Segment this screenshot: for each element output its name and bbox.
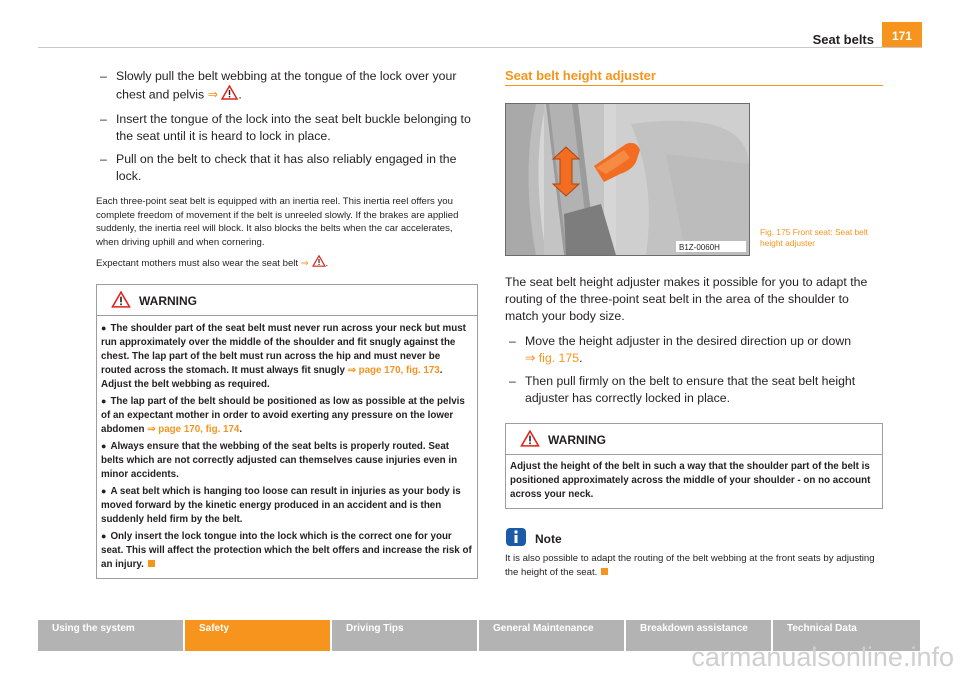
warning-title: WARNING [139, 293, 197, 308]
warning-body [506, 455, 882, 508]
warning-item: ● Only insert the lock tongue into the lock which is the correct one for your seat. This will affect the protection which the belt offers and increase the risk of an injury. [101, 530, 472, 570]
expectant-mothers-paragraph: Expectant mothers must also wear the seat belt ⇒ . [96, 255, 478, 272]
warning-triangle-icon [221, 85, 238, 105]
warning-header [97, 285, 477, 316]
page-link[interactable]: ⇒ page 170, fig. 173 [347, 364, 440, 376]
header-divider [38, 47, 922, 48]
height-adjuster-figure [505, 103, 750, 256]
note-header [505, 527, 883, 550]
figure-caption: Fig. 175 Front seat: Seat belt height adjuster [760, 227, 869, 248]
warning-box [505, 423, 883, 509]
page-header-title: Seat belts [812, 32, 874, 47]
intro-paragraph: The seat belt height adjuster makes it possible for you to adapt the routing of the three-point seat belt in the area of the shoulder to match your body size. [505, 275, 868, 323]
tab-driving-tips[interactable]: Driving Tips [332, 620, 477, 651]
warning-item: ● The lap part of the belt should be positioned as low as possible at the pelvis of an expectant mother in order to avoid exerting any pressure on the lower abdomen ⇒ page 170, fig. 174. [101, 395, 465, 435]
inertia-reel-paragraph: Each three-point seat belt is equipped with an inertia reel. This inertia reel offers you complete freedom of movement if the belt is unreeled slowly. If the brakes are applied suddenly, the inertia reel will block. It also blocks the belts when the car accelerates, when driving uphill and when cornering. [96, 196, 459, 248]
step-text: Insert the tongue of the lock into the seat belt buckle belonging to the seat until it is heard to lock in place. [116, 112, 471, 143]
right-column [505, 68, 883, 579]
arrow-icon: ⇒ [300, 257, 309, 269]
warning-body [97, 316, 477, 578]
step-text: Pull on the belt to check that it has also reliably engaged in the lock. [116, 152, 457, 183]
figure-link[interactable]: ⇒ fig. 175 [525, 351, 580, 365]
tab-using-the-system[interactable]: Using the system [38, 620, 183, 651]
warning-text: Adjust the height of the belt in such a way that the shoulder part of the belt is positioned approximately across the middle of your shoulder - on no account across your neck. [510, 461, 871, 500]
left-column [96, 68, 478, 579]
tab-technical-data[interactable]: Technical Data [773, 620, 920, 651]
warning-title: WARNING [548, 433, 606, 447]
warning-triangle-icon [312, 255, 326, 272]
section-heading: Seat belt height adjuster [505, 68, 883, 86]
arrow-icon: ⇒ [207, 87, 218, 102]
warning-triangle-icon [111, 291, 131, 311]
step-text: Slowly pull the belt webbing at the tongue of the lock over your chest and pelvis [116, 69, 457, 102]
figure-code: B1Z-0060H [679, 243, 720, 252]
step-item: – Pull on the belt to check that it has also reliably engaged in the lock. [100, 152, 457, 183]
figure-container [505, 103, 883, 256]
page-link[interactable]: ⇒ page 170, fig. 174 [147, 423, 240, 435]
tab-breakdown-assistance[interactable]: Breakdown assistance [626, 620, 771, 651]
step-item: – Then pull firmly on the belt to ensure that the seat belt height adjuster has correctly locked in place. [509, 374, 856, 405]
step-item: – Insert the tongue of the lock into the seat belt buckle belonging to the seat until it is heard to lock in place. [100, 112, 471, 143]
section-end-marker [148, 560, 155, 567]
tab-general-maintenance[interactable]: General Maintenance [479, 620, 624, 651]
note-info-icon [505, 527, 527, 550]
section-end-marker [601, 568, 608, 575]
step-item: – Move the height adjuster in the desired direction up or down ⇒ fig. 175. [509, 334, 852, 365]
watermark-text: carmanualsonline.info [691, 642, 954, 672]
step-item: – Slowly pull the belt webbing at the tongue of the lock over your chest and pelvis ⇒ . [96, 68, 478, 105]
warning-item: ● The shoulder part of the seat belt must never run across your neck but must run approximately over the middle of the shoulder and fit snugly against the chest. The lap part of the belt must run across the hip and must never be routed across the stomach. It must always fit snugly ⇒ page 170, fig. 173. Adjust the belt webbing as required. [101, 322, 466, 390]
note-text: It is also possible to adapt the routing of the belt webbing at the front seats by adjusting the height of the seat. [505, 553, 875, 578]
warning-item: ● Always ensure that the webbing of the seat belts is properly routed. Seat belts which are not correctly adjusted can themselves cause injuries even in minor accidents. [101, 440, 458, 480]
tab-safety[interactable]: Safety [185, 620, 330, 651]
warning-item: ● A seat belt which is hanging too loose can result in injuries as your body is moved forward by the kinetic energy produced in an accident and is then suddenly held firm by the belt. [101, 485, 461, 525]
note-title: Note [535, 531, 562, 546]
page-number: 171 [882, 22, 922, 48]
warning-header [506, 424, 882, 455]
warning-box [96, 284, 478, 579]
warning-triangle-icon [520, 430, 540, 450]
